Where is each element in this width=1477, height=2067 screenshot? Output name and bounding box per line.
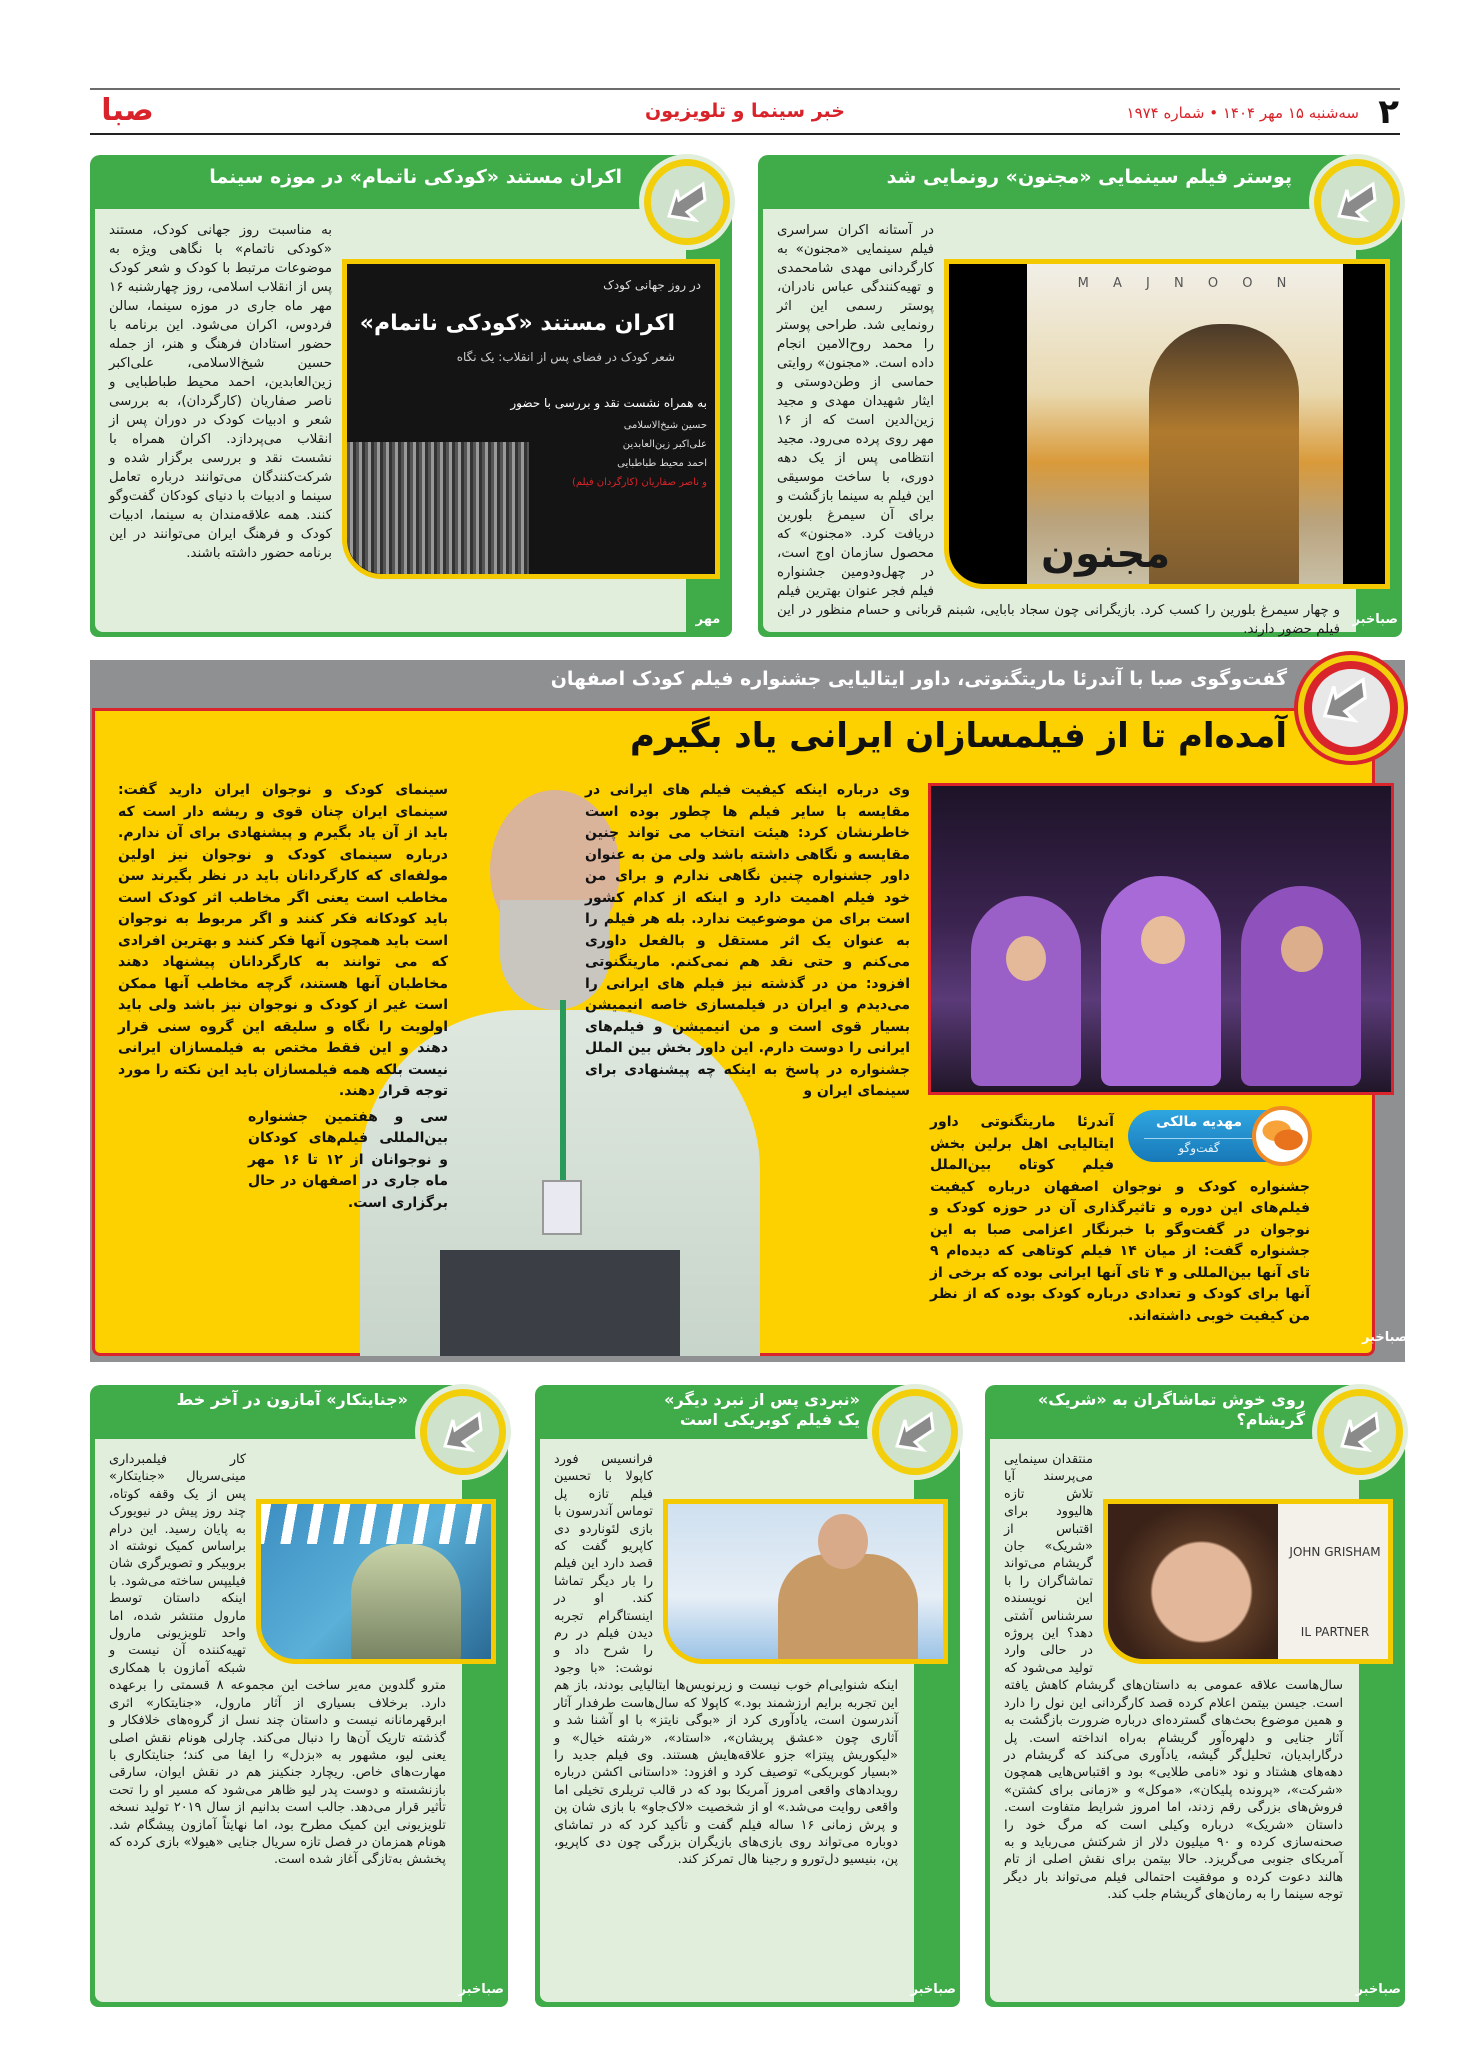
poster-kicker: در روز جهانی کودک <box>603 278 701 292</box>
section-badge <box>644 159 730 245</box>
article-title: «جنایتکار» آمازون در آخر خط <box>176 1390 408 1409</box>
lead-text: آندرئا ماریتگنوتی داور ایتالیایی اهل برلین بخش فیلم کوتاه بین‌الملل جشنواره کودک و نوجوان اصفهان درباره کیفیت فیلم‌های این دوره و تاثیرگذاری آن در حوزه کودک و نوجوان در گفت‌وگو با خبرنگار اعزامی صبا به این جشنواره گفت: از میان ۱۴ فیلم کوتاهی که دیده‌ام ۹ تای آنها بین‌المللی و ۴ تای آنها ایرانی بوده که برخی از آنها برای کودک و تعدادی درباره کودک بوده که از نظر من کیفیت خوبی داشته‌اند. <box>930 1114 1311 1324</box>
section-title: خبر سینما و تلویزیون <box>644 100 845 122</box>
arrow-icon <box>1318 673 1372 727</box>
article-body: منتقدان سینمایی می‌پرسند آیا تلاش تازه هالیوود برای اقتباس از «شریک» جان گریشام می‌تواند تماشاگران را با این نویسنده سرشناس آشتی دهد؟ این پروژه در حالی وارد تولید می‌شود که سال‌هاست علاقه عمومی به داستان‌های گریشام کاهش یافته است. جیسن بیتمن اعلام کرده قصد کارگردانی این نول را دارد و همین موضوع بحث‌های گسترده‌ای درباره ضرورت بازگشت به آثار جنایی و دلهره‌آور گریشام به‌راه انداخته است. پل درگارابدیان، تحلیل‌گر گیشه، یادآوری می‌کند که گریشام در دهه‌های هشتاد و نود «نامی طلایی» بود و اقتباس‌هایی همچون «شرکت»، «پرونده پلیکان»، «موکل» و «زمانی برای کشتن» فروش‌های بزرگی رقم زدند، اما امروز شرایط متفاوت است. داستان «شریک» درباره وکیلی است که مرگ خود را صحنه‌سازی کرده و ۹۰ میلیون دلار از شرکتش می‌رباید و به آمریکای جنوبی می‌گریزد. حالا بیتمن برای نقش اصلی از تام هالند دعوت کرده و موفقیت احتمالی فیلم می‌تواند بار دیگر توجه سینما را به رمان‌های گریشام جلب کند. <box>1004 1452 1343 1903</box>
article-title: اکران مستند «کودکی ناتمام» در موزه سینما <box>209 166 622 188</box>
author-name: مهدیه مالکی <box>1155 1114 1243 1130</box>
poster-figure <box>1149 324 1299 589</box>
article-majnoon <box>758 155 1402 637</box>
poster-persian-title: مجنون <box>1041 531 1171 577</box>
coppola-photo <box>663 1499 948 1664</box>
poster-headline: اکران مستند «کودکی ناتمام» <box>359 311 675 336</box>
group-photo <box>347 442 529 574</box>
interview-lead <box>930 1112 1310 1327</box>
poster-names <box>572 416 707 492</box>
poster-with: به همراه نشست نقد و بررسی با حضور <box>510 396 707 410</box>
interview-source: صباخبر <box>1362 1330 1408 1345</box>
issue-date: سه‌شنبه ۱۵ مهر ۱۴۰۴ • شماره ۱۹۷۴ <box>1126 104 1359 122</box>
grisham-images <box>1103 1499 1393 1664</box>
article-body-container <box>763 209 1356 637</box>
header-top-rule <box>90 88 1400 90</box>
criminal-comic-image <box>256 1499 496 1664</box>
article-source: صباخبر <box>910 1982 956 1997</box>
header-bottom-rule <box>90 133 1400 135</box>
interview-column-left: سینمای کودک و نوجوان ایران دارید گفت: سینمای ایران چنان قوی و ریشه دار است که باید از آن یاد بگیرم و پیشنهادی برای آن ندارم. درباره سینمای کودک و نوجوان نیز اولین مولفه‌ای که کارگردانان باید در نظر بگیرند سن مخاطب است یعنی اگر مخاطب اثر کودک است باید کودکانه فکر کنند و اگر مربوط به نوجوان است باید همچون آنها فکر کنند و بهترین افرادی که می توانند به کارگردانان پیشنهاد دهند مخاطبان آنها هستند، گرچه مخاطب آنها ممکن است غیر از کودک و نوجوان نیز باشد ولی باید اولویت را نگاه و سلیقه این گروه سنی قرار دهند و این فقط مختص به فیلمسازان ایرانی نیست بلکه همه فیلمسازان باید این نکته را مورد توجه قرار دهند. <box>118 782 448 1099</box>
arrow-icon <box>1333 178 1381 226</box>
poster-name: احمد محیط طباطبایی <box>617 458 707 469</box>
arrow-icon <box>1336 1408 1384 1456</box>
article-body: در آستانه اکران سراسری فیلم سینمایی «مجنون» به کارگردانی مهدی شامحمدی و تهیه‌کنندگی عباس نادران، پوستر رسمی این اثر رونمایی شد. طراحی پوستر را محمد روح‌الامین انجام داده است. «مجنون» روایتی حماسی از وطن‌دوستی و ایثار شهیدان مهدی و مجید زین‌الدین است که از ۱۶ مهر روی پرده می‌رود. مجید انتظامی پس از یک دهه دوری، با ساخت موسیقی این فیلم به سینما بازگشت و برای آن سیمرغ بلورین دریافت کرد. «مجنون» که محصول سازمان اوج است، در چهل‌ودومین جشنواره فیلم فجر عنوان بهترین فیلم و چهار سیمرغ بلورین را کسب کرد. بازیگرانی چون سجاد بابایی، شبنم قربانی و حسام منظور در این فیلم حضور دارند. <box>777 223 1340 637</box>
article-body-container <box>95 1439 462 2002</box>
interview-column-left-container <box>118 780 448 1214</box>
section-badge <box>1314 159 1400 245</box>
article-source: صباخبر <box>458 1982 504 1997</box>
interview-column-middle: وی درباره اینکه کیفیت فیلم های ایرانی در مقایسه با سایر فیلم ها چطور بوده است خاطرنشان کرد: هیئت انتخاب می تواند چنین مقایسه و نگاهی داشته باشد ولی من به عنوان داور جشنواره چنین نگاهی ندارم و برای من خود فیلم اهمیت دارد و اینکه از کدام کشور است برای من موضوعیت ندارد. بله هر فیلم را به عنوان یک اثر مستقل و بالفعل داوری می‌کنم و حتی نقد هم نمی‌کنم. ماریتگنوتی افزود: من در گذشته نیز فیلم های ایرانی را می‌دیدم و ایران در فیلمسازی خاصه انیمیشن بسیار قوی است و من انیمیشن و فیلم‌های ایرانی را دوست دارم. این داور بخش بین الملل جشنواره در پاسخ به اینکه چه پیشنهادی برای سینمای ایران و <box>585 782 910 1099</box>
book-title: IL PARTNER <box>1300 1625 1370 1639</box>
interview-badge <box>1298 655 1404 761</box>
interview-headline: آمده‌ام تا از فیلمسازان ایرانی یاد بگیرم <box>629 716 1287 756</box>
article-body: به مناسبت روز جهانی کودک، مستند «کودکی ناتمام» با نگاهی ویژه به موضوعات مرتبط با کودک و شعر کودک پس از انقلاب اسلامی، روز چهارشنبه ۱۶ مهر ماه جاری در موزه سینما، سالن فردوس، اکران می‌شود. این برنامه با حضور استادان فرهنگ و هنر، از جمله حسین شیخ‌الاسلامی، علی‌اکبر زین‌العابدین، احمد محیط طباطبایی و ناصر صفاریان (کارگردان)، به بررسی شعر و ادبیات کودک در دوران پس از انقلاب می‌پردازد. اکران همراه با نشست نقد و بررسی برگزار شده و شرکت‌کنندگان می‌توانند درباره تعامل سینما و ادبیات با دنیای کودکان گفت‌وگو کنند. همه علاقه‌مندان به سینما، ادبیات کودک و فرهنگ ایران می‌توانند در این برنامه حضور داشته باشند. <box>109 223 332 561</box>
poster-latin-title: M A J N O O N <box>1077 276 1297 291</box>
interview-subtitle: گفت‌وگوی صبا با آندرئا ماریتگنوتی، داور ایتالیایی جشنواره فیلم کودک اصفهان <box>550 668 1287 690</box>
section-badge <box>1317 1389 1403 1475</box>
article-source: مهر <box>695 612 721 627</box>
arrow-icon <box>891 1408 939 1456</box>
article-source: صباخبر <box>1352 612 1398 627</box>
author-role: گفت‌وگو <box>1144 1138 1254 1155</box>
article-source: صباخبر <box>1355 1982 1401 1997</box>
majnoon-poster-image <box>944 259 1390 589</box>
title-line: «نبردی پس از نبرد دیگر» <box>664 1390 860 1409</box>
article-body-container <box>95 209 707 632</box>
article-title <box>547 1390 860 1430</box>
poster-name: حسین شیخ‌الاسلامی <box>623 420 707 431</box>
poster-name: علی‌اکبر زین‌العابدین <box>622 439 707 450</box>
article-body: کار فیلمبرداری مینی‌سریال «جنایتکار» پس از یک وقفه کوتاه، چند روز پیش در نیویورک به پایان رسید. این درام براساس کمیک نوشته اد بروبیکر و تصویرگری شان فیلیپس ساخته می‌شود. با اینکه داستان توسط مارول منتشر شده، اما واحد تلویزیونی مارول تهیه‌کننده آن نیست و شبکه آمازون با همکاری مترو گلدوین مه‌یر ساخت این مجموعه ۸ قسمتی را برعهده دارد. برخلاف بسیاری از آثار مارول، «جنایتکار» اثری ابرقهرمانانه نیست و داستان چند نسل از گروه‌های خلافکار و گذشته تاریک آن‌ها را دنبال می‌کند. چارلی هونام نقش اصلی یعنی لیو، مشهور به «بزدل» را ایفا می کند؛ جنایتکاری با مهارت‌های خاص. ریچارد جنکینز هم در نقش ایوان، سارقی بازنشسته و دوست پدر لیو ظاهر می‌شود که مسیر او را تحت تأثیر قرار می‌دهد. جالب است بدانیم از سال ۲۰۱۹ تولید نسخه تلویزیونی این کمیک مطرح بود، اما نهایتاً آمازون پیشگام شد. هونام همزمان در فصل تازه سریال جنایی «هیولا» بازی کرده که پخشش به‌تازگی آغاز شده است. <box>109 1452 446 1868</box>
section-badge <box>872 1389 958 1475</box>
arrow-icon <box>663 178 711 226</box>
children-cinema-photo <box>928 783 1394 1095</box>
arrow-icon <box>439 1408 487 1456</box>
page-number: ۲ <box>1378 92 1399 132</box>
spacer <box>1114 1112 1310 1176</box>
poster-director: و ناصر صفاریان (کارگردان فیلم) <box>571 477 707 488</box>
section-badge <box>420 1389 506 1475</box>
interview-footnote: سی و هفتمین جشنواره بین‌المللی فیلم‌های کودکان و نوجوانان از ۱۲ تا ۱۶ مهر ماه جاری در اصفهان در حال برگزاری است. <box>248 1108 449 1211</box>
article-kodaki-natamam <box>90 155 732 637</box>
article-title: پوستر فیلم سینمایی «مجنون» رونمایی شد <box>886 166 1292 188</box>
kodaki-poster-image <box>342 259 720 579</box>
book-author: JOHN GRISHAM <box>1289 1545 1381 1559</box>
article-body-container <box>540 1439 914 2002</box>
poster-subtitle: شعر کودک در فضای پس از انقلاب: یک نگاه <box>456 350 675 364</box>
article-coppola <box>535 1385 960 2007</box>
title-line: یک فیلم کوبریکی است <box>679 1410 860 1429</box>
saba-logo: صبا <box>101 93 154 128</box>
actor-photo <box>1108 1504 1278 1664</box>
article-body: فرانسیس فورد کاپولا با تحسین فیلم تازه پل توماس آندرسون با بازی لئوناردو دی کاپریو گفت که قصد دارد این فیلم را بار دیگر تماشا کند. او در اینستاگرام تجربه دیدن فیلم در رم را شرح داد و نوشت: «با وجود اینکه شنوایی‌ام خوب نیست و زیرنویس‌ها ایتالیایی بودند، باز هم این تجربه برایم ارزشمند بود.» کاپولا که سال‌هاست طرفدار آثار آندرسون است، یادآوری کرد از «بوگی نایتز» با او آشنا شد و آثاری چون «عشق پریشان»، «استاد»، «رشته خیال» و «لیکوریش پیتزا» جزو علاقه‌هایش هستند. وی فیلم جدید را «بسیار کوبریکی» توصیف کرد و افزود: «داستانی اکشن درباره رویدادهای واقعی امروز آمریکا بود که در قالب تریلری تخیلی اما واقعی روایت می‌شد.» او از شخصیت «لاک‌جاو» با بازی شان پن و پرش زمانی ۱۶ ساله فیلم گفت و تأکید کرد که در تماشای دوباره می‌تواند روی بازی‌های بازیگران بزرگی چون دی کاپریو، پن، بنیسیو دل‌تورو و رجینا هال تمرکز کند. <box>554 1452 898 1868</box>
article-title: روی خوش تماشاگران به «شریک» گریشام؟ <box>1037 1390 1305 1429</box>
article-criminal <box>90 1385 508 2007</box>
article-grisham <box>985 1385 1405 2007</box>
